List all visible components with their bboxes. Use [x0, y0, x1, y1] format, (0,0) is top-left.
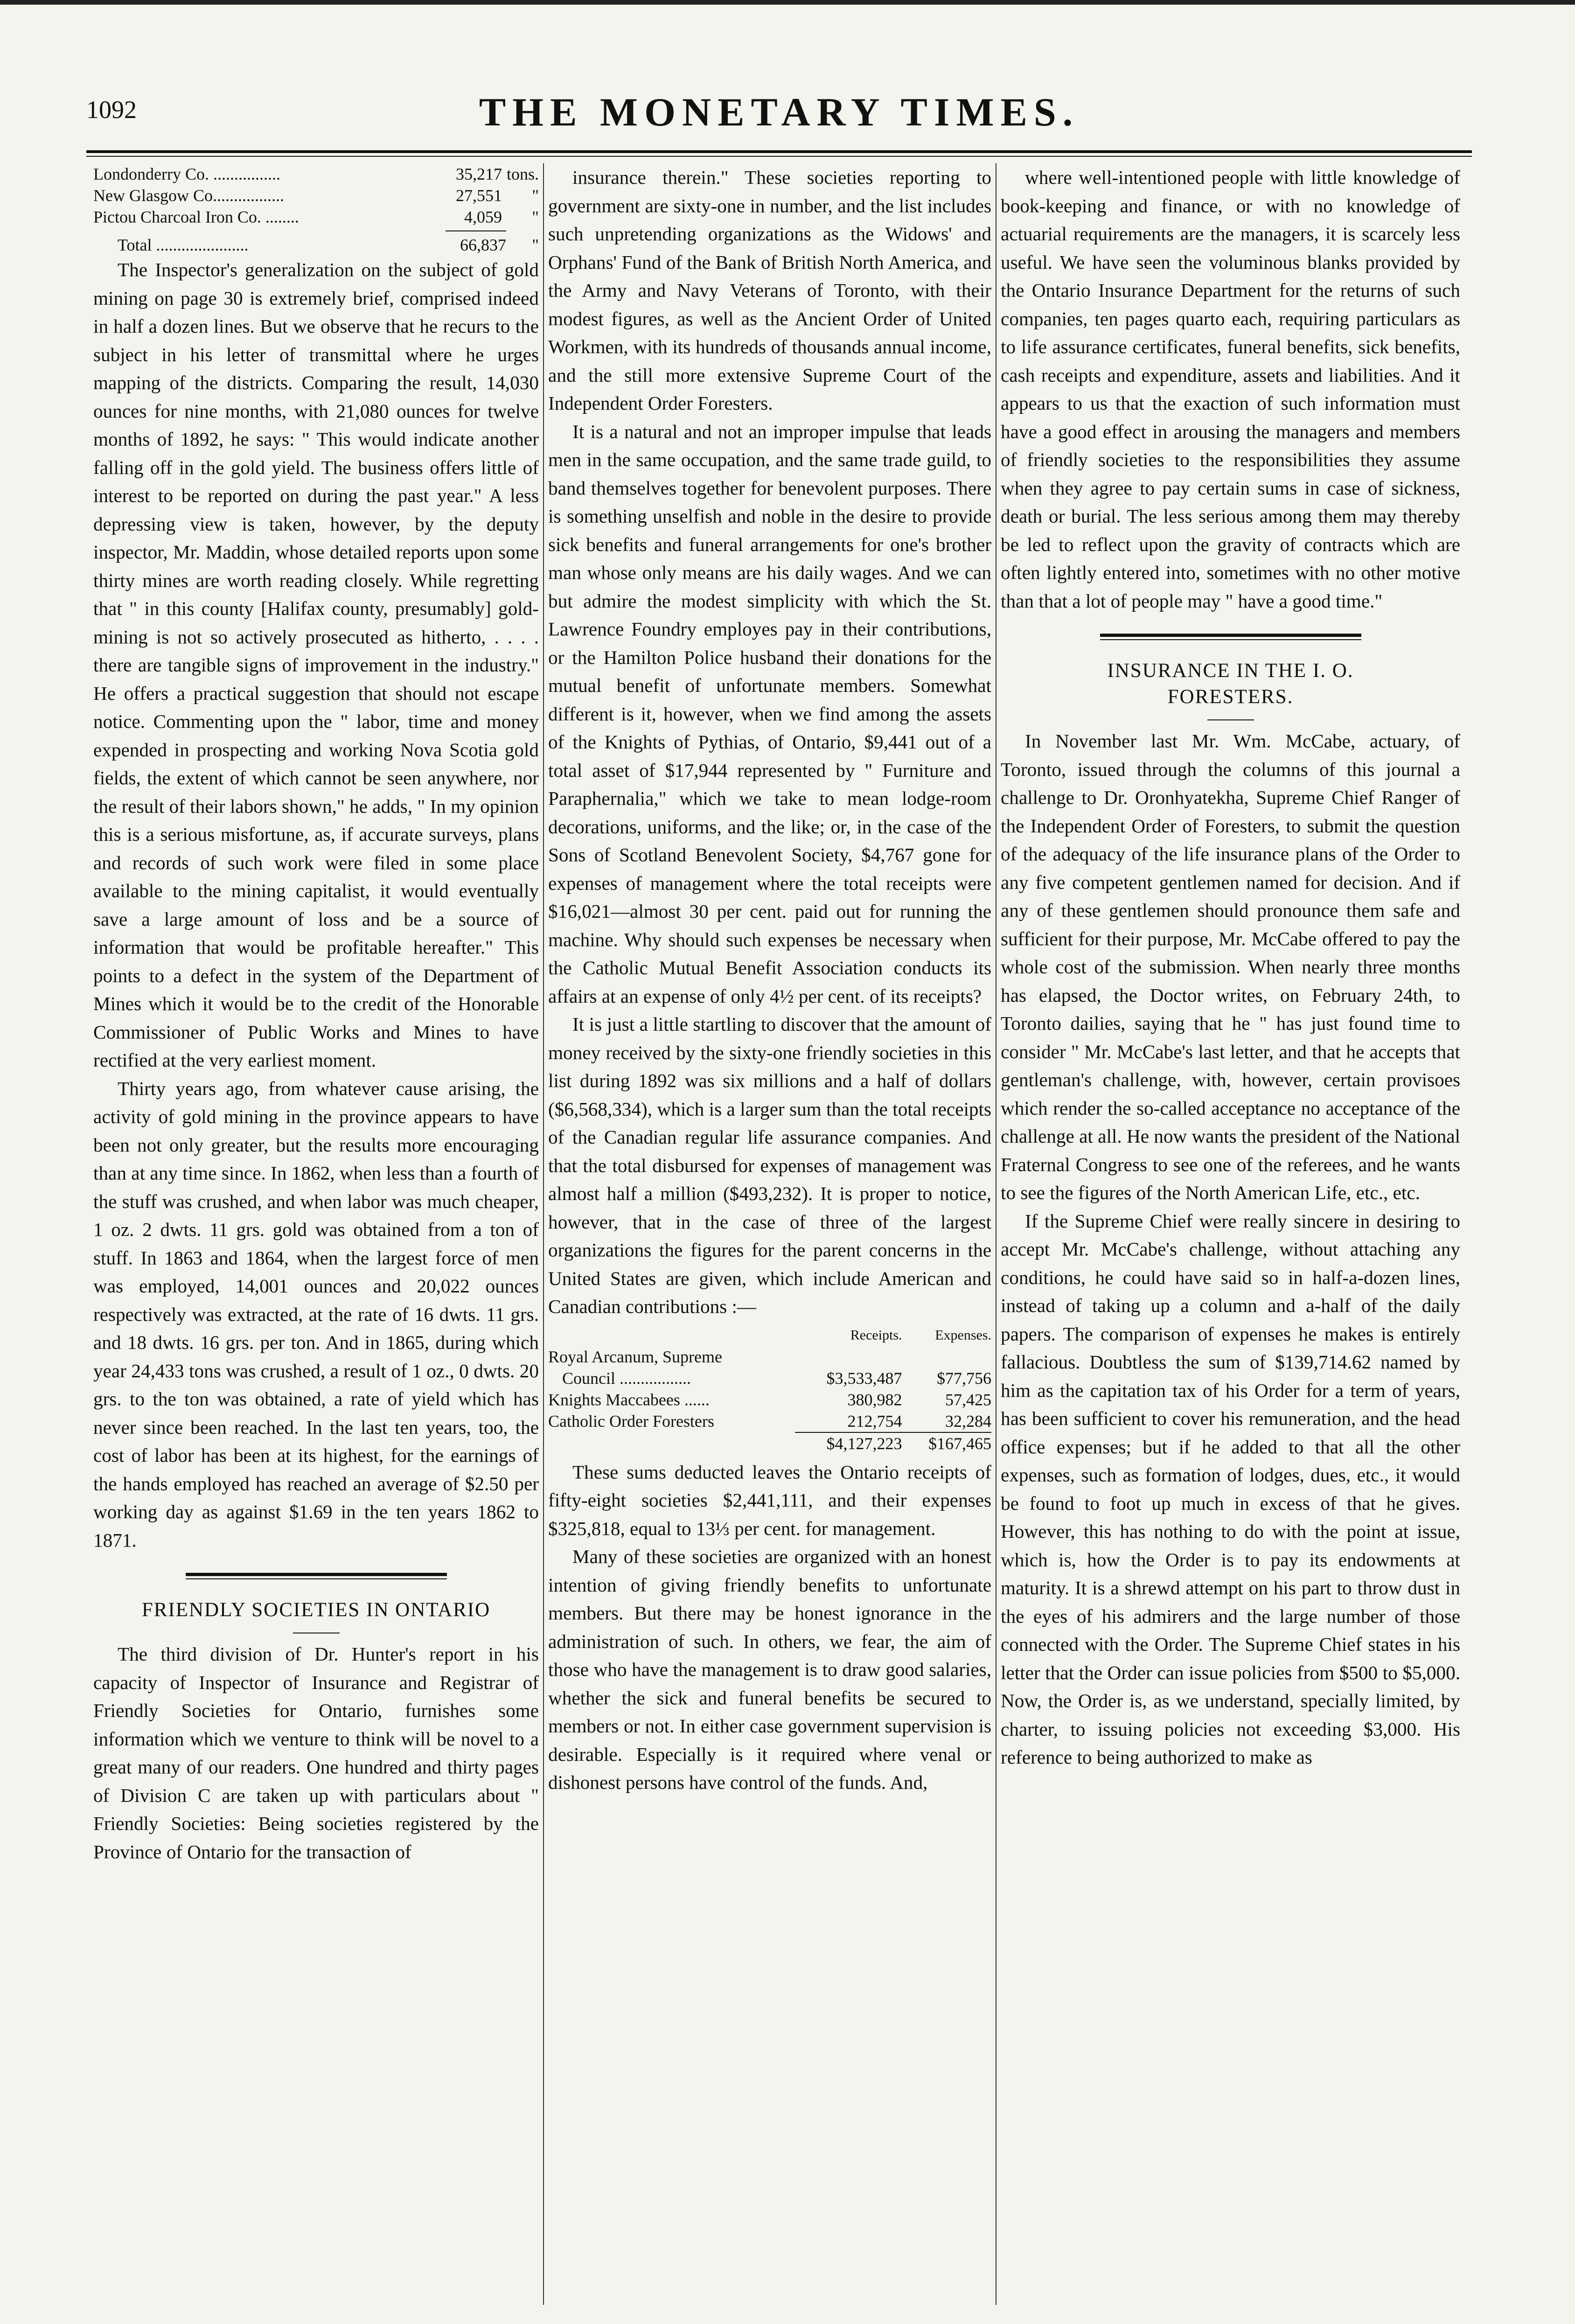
- section-title-friendly-societies: FRIENDLY SOCIETIES IN ONTARIO: [141, 1599, 491, 1621]
- contrib-expenses: 32,284: [945, 1411, 991, 1431]
- column-divider-1: [543, 163, 544, 2305]
- paragraph: It is just a little startling to discover that the amount of money received by the sixty-one friendly societies in this list during 1892 was six millions and a half of dollars ($6,568,334), which is a larger sum than the total receipts of the Canadian regular life assurance companies. And that the total disbursed for expenses of management was almost half a million ($493,232). It is proper to notice, however, that in the case of three of the largest organizations the figures for the parent concerns in the United States are given, which include American and Canadian contributions :—: [548, 1013, 991, 1317]
- paragraph: Thirty years ago, from whatever cause arising, the activity of gold mining in the province appears to have been not only greater, but the results more encouraging than at any time since. In 1862, when less than a fourth of the stuff was crushed, and when labor was much cheaper, 1 oz. 2 dwts. 11 grs. gold was obtained from a ton of stuff. In 1863 and 1864, when the largest force of men was employed, 14,001 ounces and 20,022 ounces respectively was extracted, at the rate of 16 dwts. 11 grs. and 18 dwts. 16 grs. per ton. And in 1865, during which year 24,433 tons was crushed, a result of 1 oz., 0 dwts. 20 grs. to the ton was obtained, a rate of yield which has never since been reached. In the last ten years, too, the cost of labor has been at its highest, for the earnings of the hands employed has reached an average of $2.50 per working day as against $1.69 in the ten years 1862 to 1871.: [93, 1077, 539, 1551]
- production-unit: ": [532, 208, 539, 226]
- production-unit: ": [532, 186, 539, 205]
- production-value: 27,551: [455, 186, 502, 205]
- page-number: 1092: [86, 96, 137, 124]
- table-row: [93, 185, 539, 206]
- total-label: Total ......................: [118, 236, 249, 254]
- column-2: [548, 163, 991, 2305]
- contrib-receipts: [795, 1346, 902, 1368]
- table-row: [548, 1346, 991, 1368]
- article-gold-mining: [93, 256, 539, 1554]
- paragraph: The third division of Dr. Hunter's report in his capacity of Inspector of Insurance and Registrar of Friendly Societies for Ontario, furnishes some information which we venture to think will be novel to a great many of our readers. One hundred and thirty pages of Division C are taken up with particulars about " Friendly Societies: Being societies registered by the Province of Ontario for the transaction of: [93, 1643, 539, 1863]
- table-row: [93, 206, 539, 228]
- table-row: [548, 1368, 991, 1389]
- contrib-receipts: $3,533,487: [826, 1368, 902, 1388]
- contrib-expenses: $77,756: [937, 1368, 991, 1388]
- paragraph: where well-intentioned people with little knowledge of book-keeping and finance, or with no knowledge of actuarial requirements are the managers, it is scarcely less useful. We have seen the voluminous blanks provided by the Ontario Insurance Department for the returns of such companies, ten pages quarto each, requiring particulars as to life assurance certificates, funeral benefits, sick benefits, cash receipts and expenditure, assets and liabilities. And it appears to us that the exaction of such information must have a good effect in arousing the managers and members of friendly societies to the responsibilities they assume when they agree to pay certain sums in case of sickness, death or burial. The less serious among them may thereby be led to reflect upon the gravity of contracts which are often lightly entered into, sometimes with no other motive than that a lot of people may " have a good time.": [1001, 167, 1460, 612]
- receipts-header: Receipts.: [850, 1327, 902, 1343]
- section-divider: [1100, 634, 1361, 640]
- article-friendly-societies-end: [1001, 163, 1460, 615]
- title-underline: [1207, 719, 1254, 720]
- production-name: New Glasgow Co.................: [93, 186, 284, 205]
- table-row: [548, 1389, 991, 1410]
- total-rule: [446, 230, 506, 231]
- production-value: 35,217: [455, 165, 502, 183]
- production-name: Londonderry Co. ................: [93, 165, 280, 183]
- paragraph: In November last Mr. Wm. McCabe, actuary, of Toronto, issued through the columns of this journal a challenge to Dr. Oronhyatekha, Supreme Chief Ranger of the Independent Order of Foresters, to submit the question of the adequacy of the life insurance plans of the Order to any five competent gentlemen named for decision. And if any of these gentlemen should pronounce them safe and sufficient for their purpose, Mr. McCabe offered to pay the whole cost of the submission. When nearly three months has elapsed, the Doctor writes, on February 24th, to Toronto dailies, saying that he " has just found time to consider " Mr. McCabe's last letter, and that he accepts that gentleman's challenge, with, however, certain provisoes which render the so-called acceptance no acceptance of the challenge at all. He now wants the president of the National Fraternal Congress to see one of the referees, and he wants to see the figures of the North American Life, etc., etc.: [1001, 730, 1460, 1203]
- contrib-name: Knights Maccabees ......: [548, 1390, 710, 1409]
- contrib-receipts: 212,754: [847, 1411, 902, 1431]
- receipts-total: $4,127,223: [795, 1432, 902, 1454]
- contributions-table: [548, 1325, 991, 1454]
- table-row: [93, 163, 539, 185]
- top-border-line: [0, 0, 1575, 5]
- masthead-title: THE MONETARY TIMES.: [479, 90, 1080, 134]
- table-row: [548, 1410, 991, 1432]
- iron-production-table: [93, 163, 539, 228]
- total-value: 66,837: [460, 236, 506, 254]
- header-rule-thin: [86, 156, 1472, 157]
- section-title-line-1: INSURANCE IN THE I. O.: [1107, 660, 1354, 682]
- section-title-line-2: FORESTERS.: [1167, 686, 1294, 708]
- article-friendly-societies-continued: [548, 163, 991, 1321]
- contrib-expenses: [902, 1346, 991, 1368]
- expenses-total: $167,465: [902, 1432, 991, 1454]
- paragraph: If the Supreme Chief were really sincere in desiring to accept Mr. McCabe's challenge, without attaching any conditions, he could have said so in half-a-dozen lines, instead of taking up a column and a-half of the daily papers. The comparison of expenses he makes is entirely fallacious. Doubtless the sum of $139,714.62 named by him as the capitation tax of his Order for a term of years, has been sufficient to cover his remuneration, and the head office expenses; but if he added to that all the other expenses, such as formation of lodges, dues, etc., it would be found to foot up much in excess of that he gives. However, this has nothing to do with the point at issue, which is, how the Order is to pay its endowments at maturity. It is a shrewd attempt on his part to throw dust in the eyes of his admirers and the large number of those connected with the Order. The Supreme Chief states in his letter that the Order can issue policies from $500 to $5,000. Now, the Order is, as we understand, specially limited, by charter, to issuing policies not exceeding $3,000. His reference to being authorized to make as: [1001, 1210, 1460, 1768]
- production-unit: tons.: [506, 165, 539, 183]
- production-name: Pictou Charcoal Iron Co. ........: [93, 208, 299, 226]
- paragraph: Many of these societies are organized with an honest intention of giving friendly benefits to unfortunate members. But there may be honest ignorance in the administration of such. In others, we fear, the aim of those who have the management is to draw good salaries, whether the sick and funeral benefits be secured to members or not. In either case government supervision is desirable. Especially is it required where venal or dishonest persons have control of the funds. And,: [548, 1546, 991, 1793]
- header-rule-thick: [86, 150, 1472, 153]
- article-insurance-io-foresters: [1001, 727, 1460, 1772]
- column-divider-2: [996, 163, 997, 2305]
- contrib-expenses: 57,425: [945, 1390, 991, 1409]
- section-title-insurance-io-foresters: [1001, 658, 1460, 710]
- contrib-name: Council .................: [562, 1368, 691, 1388]
- article-friendly-societies-start: [93, 1640, 539, 1866]
- contrib-receipts: 380,982: [847, 1390, 902, 1409]
- contrib-name: Royal Arcanum, Supreme: [548, 1347, 722, 1366]
- production-value: 4,059: [464, 208, 502, 226]
- column-1: [93, 163, 539, 2305]
- section-divider: [186, 1573, 447, 1579]
- paragraph: insurance therein." These societies reporting to government are sixty-one in number, and the list includes such unpretending organizations as the Widows' and Orphans' Fund of the Bank of British North America, and the Army and Navy Veterans of Toronto, with their modest figures, as well as the Ancient Order of United Workmen, with its hundreds of thousands annual income, and the still more extensive Supreme Court of the Independent Order Foresters.: [548, 167, 991, 414]
- paragraph: These sums deducted leaves the Ontario receipts of fifty-eight societies $2,441,111, and their expenses $325,818, equal to 13⅓ per cent. for management.: [548, 1461, 991, 1539]
- total-unit: ": [532, 236, 539, 254]
- page-header: [86, 89, 1472, 145]
- expenses-header: Expenses.: [935, 1327, 991, 1343]
- column-3: [1001, 163, 1460, 2305]
- article-friendly-societies-conclusion: [548, 1458, 991, 1797]
- production-total: [93, 234, 539, 256]
- paragraph: It is a natural and not an improper impulse that leads men in the same occupation, and the same trade guild, to band themselves together for benevolent purposes. There is something unselfish and noble in the desire to provide sick benefits and funeral arrangements for one's brother man whose only means are his daily wages. And we can but admire the modest simplicity with which the St. Lawrence Foundry employes pay in their contributions, or the Hamilton Police husband their donations for the mutual benefit of unfortunate members. Somewhat different is it, however, when we find among the assets of the Knights of Pythias, of Ontario, $9,441 out of a total asset of $17,944 represented by " Furniture and Paraphernalia," which we take to mean lodge-room decorations, uniforms, and the like; or, in the case of the Sons of Scotland Benevolent Society, $4,767 gone for expenses of management where the total receipts were $16,021—almost 30 per cent. paid out for running the machine. Why should such expenses be necessary when the Catholic Mutual Benefit Association conducts its affairs at an expense of only 4½ per cent. of its receipts?: [548, 420, 991, 1007]
- paragraph: The Inspector's generalization on the subject of gold mining on page 30 is extremely brief, comprised indeed in half a dozen lines. But we observe that he recurs to the subject in his letter of transmittal where he urges mapping of the districts. Comparing the result, 14,030 ounces for nine months, with 21,080 ounces for twelve months of 1892, he says: " This would indicate another falling off in the gold yield. The business offers little of interest to be reported on during the past year." A less depressing view is taken, however, by the deputy inspector, Mr. Maddin, whose detailed reports upon some thirty mines are worth reading closely. While regretting that " in this county [Halifax county, presumably] gold-mining is not so actively prosecuted as hitherto, . . . . there are tangible signs of improvement in the industry." He offers a practical suggestion that should not escape notice. Commenting upon the " labor, time and money expended in prospecting and working Nova Scotia gold fields, the extent of which cannot be seen anywhere, nor the result of their labors shown," he adds, " In my opinion this is a serious misfortune, as, if accurate surveys, plans and records of such work were filed in some place available to the mining capitalist, it would eventually save a large amount of loss and be a source of information that would be profitable hereafter." This points to a defect in the system of the Department of Mines which it would be to the credit of the Honorable Commissioner of Public Works and Mines to have rectified at the very earliest moment.: [93, 259, 539, 1071]
- contrib-name: Catholic Order Foresters: [548, 1412, 714, 1431]
